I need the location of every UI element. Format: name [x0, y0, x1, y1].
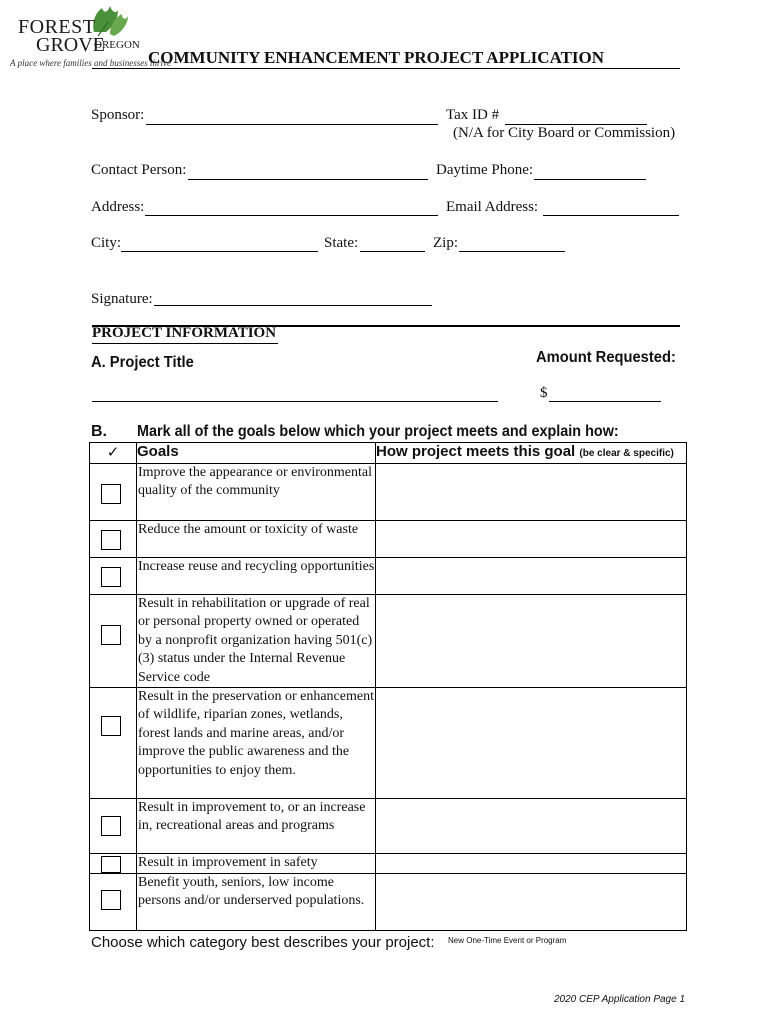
goal-checkbox-6[interactable]: [101, 816, 121, 836]
goal-checkbox-4[interactable]: [101, 625, 121, 645]
tax-id-note: (N/A for City Board or Commission): [453, 125, 676, 141]
logo-tagline: A place where families and businesses thrive: [10, 58, 171, 68]
explanation-cell[interactable]: [376, 521, 687, 558]
goal-text: Improve the appearance or environmental quality of the community: [138, 465, 373, 499]
state-field[interactable]: [360, 251, 425, 252]
sponsor-label: Sponsor:: [91, 107, 145, 123]
checkbox-cell: [90, 854, 137, 874]
goal-cell: [137, 688, 376, 799]
goal-text: Result in rehabilitation or upgrade of real or personal property owned or operated by a nonprofit organization having 501(c)(3) status under the Internal Revenue Service code: [138, 596, 373, 685]
logo-text-grove: GROVE: [36, 34, 105, 56]
section-b-label: B.: [91, 423, 107, 440]
goal-text: Benefit youth, seniors, low income persons and/or underserved populations.: [138, 875, 365, 909]
checkbox-cell: [90, 799, 137, 854]
sponsor-field[interactable]: [146, 124, 438, 125]
checkbox-cell: [90, 688, 137, 799]
goals-header: [137, 443, 376, 464]
checkmark-header: [90, 443, 137, 464]
goal-checkbox-3[interactable]: [101, 567, 121, 587]
goal-cell: [137, 521, 376, 558]
category-label: Choose which category best describes your project:: [91, 934, 435, 951]
goal-checkbox-8[interactable]: [101, 890, 121, 910]
goal-cell: [137, 595, 376, 688]
goal-text: Result in improvement to, or an increase in, recreational areas and programs: [138, 800, 366, 834]
checkbox-cell: [90, 595, 137, 688]
explanation-cell[interactable]: [376, 799, 687, 854]
goal-text: Result in the preservation or enhancement of wildlife, riparian zones, wetlands, forest lands and marine areas, and/or improve the public awareness and the opportunities to enjoy them.: [138, 689, 374, 778]
contact-person-label: Contact Person:: [91, 162, 187, 178]
goal-cell: [137, 799, 376, 854]
contact-person-field[interactable]: [188, 179, 428, 180]
logo-text-oregon: OREGON: [94, 39, 140, 51]
project-title-field[interactable]: [92, 401, 498, 402]
goal-text: Increase reuse and recycling opportunities: [138, 559, 375, 574]
table-row: [90, 464, 687, 521]
explanation-cell[interactable]: [376, 874, 687, 931]
logo-text-forest: FOREST: [18, 16, 96, 38]
address-label: Address:: [91, 199, 145, 215]
zip-label: Zip:: [433, 235, 458, 251]
table-row: [90, 558, 687, 595]
how-header-label: How project meets this goal: [376, 443, 576, 460]
state-label: State:: [324, 235, 359, 251]
table-row: [90, 874, 687, 931]
table-row: [90, 854, 687, 874]
goal-checkbox-5[interactable]: [101, 716, 121, 736]
how-header: [376, 443, 687, 464]
page-title: COMMUNITY ENHANCEMENT PROJECT APPLICATION: [148, 48, 605, 67]
how-header-note: (be clear & specific): [579, 448, 674, 459]
daytime-phone-field[interactable]: [534, 179, 646, 180]
goal-cell: [137, 854, 376, 874]
goals-header-label: Goals: [137, 443, 179, 460]
checkbox-cell: [90, 464, 137, 521]
dollar-sign: $: [540, 385, 548, 401]
amount-field[interactable]: [549, 401, 661, 402]
goal-checkbox-7[interactable]: [101, 856, 121, 873]
zip-field[interactable]: [459, 251, 565, 252]
project-title-label: A. Project Title: [91, 354, 194, 371]
checkmark-icon: ✓: [106, 443, 120, 461]
goal-text: Reduce the amount or toxicity of waste: [138, 522, 359, 537]
explanation-cell[interactable]: [376, 464, 687, 521]
table-row: [90, 799, 687, 854]
signature-label: Signature:: [91, 291, 153, 307]
city-field[interactable]: [121, 251, 318, 252]
explanation-cell[interactable]: [376, 558, 687, 595]
section-heading-project-information: PROJECT INFORMATION: [92, 325, 277, 341]
explanation-cell[interactable]: [376, 854, 687, 874]
signature-field[interactable]: [154, 305, 432, 306]
page-footer: 2020 CEP Application Page 1: [554, 994, 686, 1005]
explanation-cell[interactable]: [376, 688, 687, 799]
goals-table-header: [90, 443, 687, 464]
checkbox-cell: [90, 521, 137, 558]
table-row: [90, 595, 687, 688]
goal-text: Result in improvement in safety: [138, 855, 318, 871]
explanation-cell[interactable]: [376, 595, 687, 688]
section-heading-underline: [92, 343, 278, 344]
title-underline: [92, 68, 680, 69]
table-row: [90, 521, 687, 558]
city-label: City:: [91, 235, 122, 251]
goal-cell: [137, 464, 376, 521]
daytime-phone-label: Daytime Phone:: [436, 162, 534, 178]
email-field[interactable]: [543, 215, 679, 216]
goal-checkbox-2[interactable]: [101, 530, 121, 550]
checkbox-cell: [90, 558, 137, 595]
goal-cell: [137, 874, 376, 931]
amount-requested-label: Amount Requested:: [536, 349, 676, 366]
checkbox-cell: [90, 874, 137, 931]
goals-table: [89, 442, 687, 931]
goal-cell: [137, 558, 376, 595]
category-select[interactable]: New One-Time Event or Program: [448, 936, 567, 945]
section-b-instructions: Mark all of the goals below which your project meets and explain how:: [137, 423, 619, 440]
goal-checkbox-1[interactable]: [101, 484, 121, 504]
email-label: Email Address:: [446, 199, 539, 215]
table-row: [90, 688, 687, 799]
address-field[interactable]: [145, 215, 438, 216]
tax-id-label: Tax ID #: [446, 107, 500, 123]
